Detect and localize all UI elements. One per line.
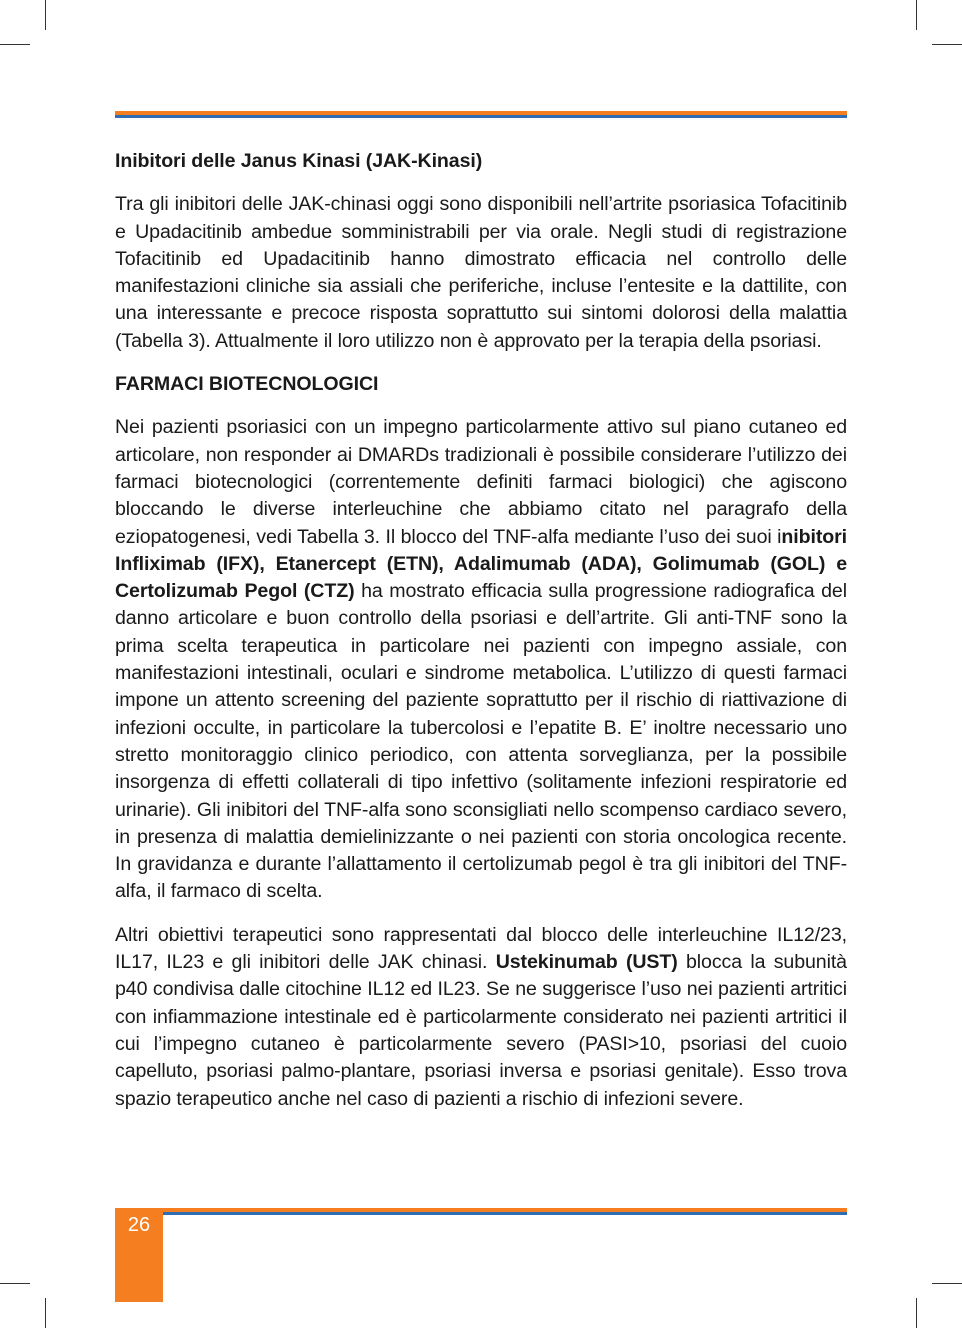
header-rule	[115, 111, 847, 118]
crop-mark	[932, 44, 962, 45]
tnf-inhibitors-list: nibitori Infliximab (IFX), Etanercept (ETN), Adalimumab (ADA), Golimumab (GOL) e Certolizumab Pegol (CTZ)	[115, 525, 847, 603]
jak-heading: Inibitori delle Janus Kinasi (JAK-Kinasi)	[115, 150, 483, 172]
crop-mark	[45, 1298, 46, 1328]
crop-mark	[916, 1298, 917, 1328]
biotech-paragraph-1	[115, 414, 847, 905]
crop-mark	[45, 0, 46, 30]
footer-rule	[163, 1208, 847, 1215]
page-body	[115, 148, 847, 1129]
biotech-p2-text-b: blocca la subunità p40 condivisa dalle citochine IL12 ed IL23. Se ne suggerisce l’uso nei pazienti artritici con infiammazione intestinale ed è particolarmente considerato nei pazienti artritici il cui l’impegno cutaneo è particolarmente severo (PASI>10, psoriasi del cuoio capelluto, psoriasi palmo-plantare, psoriasi inversa e psoriasi genitale). Esso trova spazio terapeutico anche nel caso di pazienti a rischio di infezioni severe.	[115, 951, 847, 1110]
crop-mark	[932, 1283, 962, 1284]
footer-rule-blue	[163, 1212, 847, 1215]
biotech-p1-text-a: Nei pazienti psoriasici con un impegno particolarmente attivo sul piano cutaneo ed articolare, non responder ai DMARDs tradizionali è possibile considerare l’utilizzo dei farmaci biotecnologici (correntemente definiti farmaci biologici) che agiscono bloccando le diverse interleuchine che abbiamo citato nel paragrafo della eziopatogenesi, vedi Tabella 3. Il blocco del TNF-alfa mediante l’uso dei suoi i	[115, 416, 847, 548]
crop-mark	[0, 1283, 30, 1284]
biotech-paragraph-2	[115, 922, 847, 1113]
header-rule-blue	[115, 115, 847, 118]
page-number: 26	[127, 1214, 151, 1236]
crop-mark	[916, 0, 917, 30]
page-number-tab	[115, 1208, 163, 1302]
biotech-heading: FARMACI BIOTECNOLOGICI	[115, 373, 379, 396]
biotech-p1-text-b: ha mostrato efficacia sulla progressione radiografica del danno articolare e buon controllo della psoriasi e dell’artrite. Gli anti-TNF sono la prima scelta terapeutica in particolare nei pazienti con impegno assiale, con manifestazioni intestinali, oculari e sindrome metabolica. L’utilizzo di questi farmaci impone un attento screening del paziente soprattutto per il rischio di riattivazione di infezioni occulte, in particolare la tubercolosi e l’epatite B. E’ inoltre necessario uno stretto monitoraggio clinico periodico, con attenta sorveglianza, per la possibile insorgenza di effetti collaterali di tipo infettivo (solitamente infezioni respiratorie ed urinarie). Gli inibitori del TNF-alfa sono sconsigliati nello scompenso cardiaco severo, in presenza di malattia demielinizzante o nei pazienti con storia oncologica recente. In gravidanza e durante l’allattamento il certolizumab pegol è tra gli inibitori del TNF-alfa, il farmaco di scelta.	[115, 580, 847, 903]
jak-paragraph: Tra gli inibitori delle JAK-chinasi oggi sono disponibili nell’artrite psoriasica Tofacitinib e Upadacitinib ambedue somministrabili per via orale. Negli studi di registrazione Tofacitinib ed Upadacitinib hanno dimostrato efficacia nel controllo delle manifestazioni cliniche sia assiali che periferiche, incluse l’entesite e la dattilite, con una interessante e precoce risposta soprattutto sui sintomi dolorosi della malattia (Tabella 3). Attualmente il loro utilizzo non è approvato per la terapia della psoriasi.	[115, 193, 847, 352]
crop-mark	[0, 44, 30, 45]
biotech-p2-text-a: Altri obiettivi terapeutici sono rappresentati dal blocco delle interleuchine IL12/23, IL17, IL23 e gli inibitori delle JAK chinasi.	[115, 923, 847, 974]
ustekinumab-term: Ustekinumab (UST)	[495, 951, 678, 974]
